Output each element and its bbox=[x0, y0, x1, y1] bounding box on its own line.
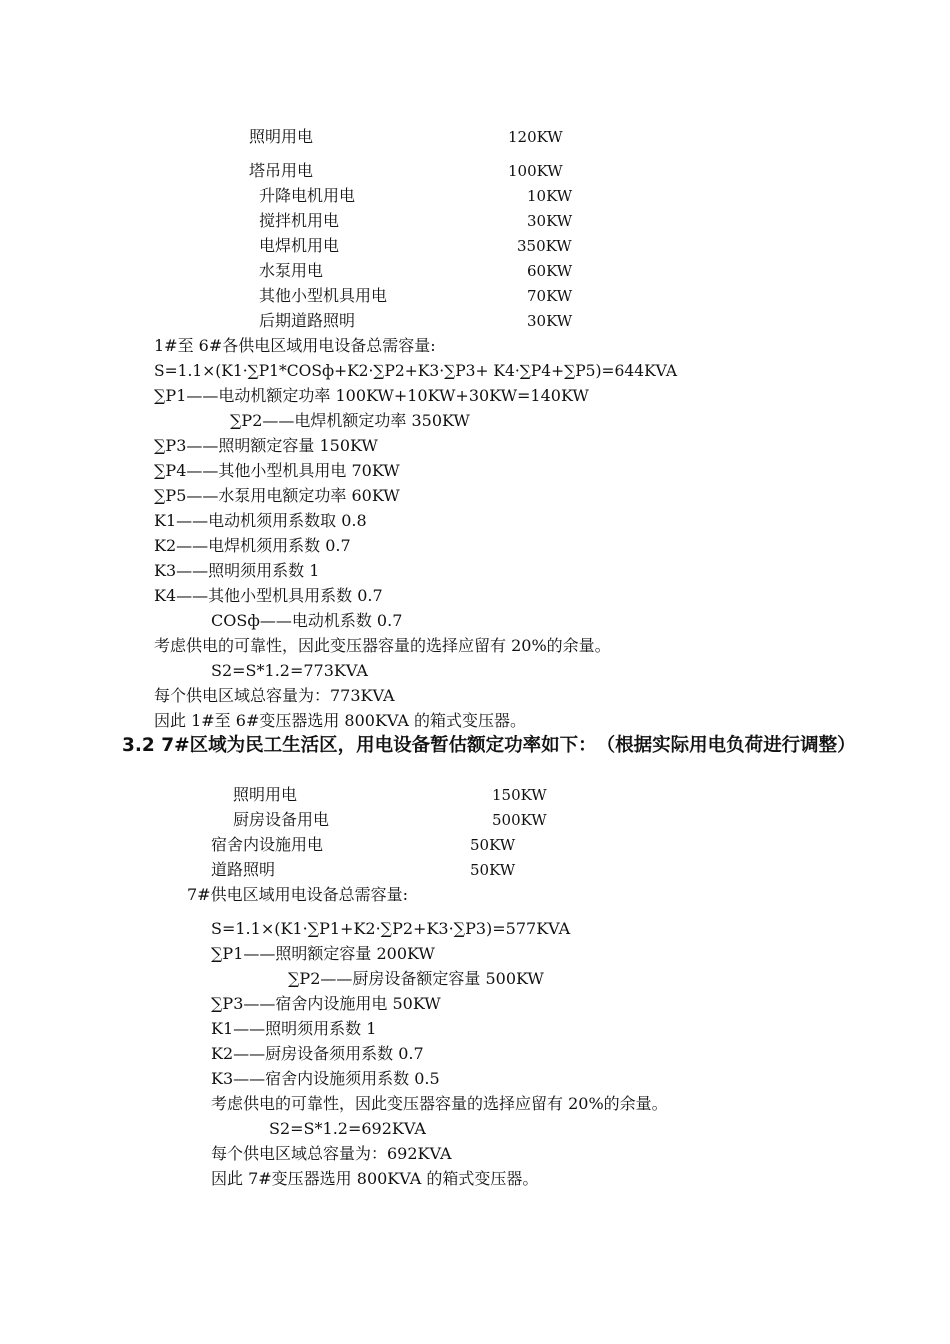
formula-line: ∑P2——电焊机额定功率 350KW bbox=[230, 411, 470, 430]
load-value: 70KW bbox=[527, 287, 573, 305]
coefficient-line: K4——其他小型机具用系数 0.7 bbox=[154, 586, 383, 605]
coefficient-line: K3——宿舍内设施须用系数 0.5 bbox=[211, 1069, 440, 1088]
load-label: 升降电机用电 bbox=[259, 186, 356, 205]
load-label: 搅拌机用电 bbox=[259, 211, 340, 230]
section-title: 7#区域为民工生活区，用电设备暂估额定功率如下： （根据实际用电负荷进行调整） bbox=[161, 735, 856, 756]
coefficient-line: K2——厨房设备须用系数 0.7 bbox=[211, 1044, 424, 1063]
text-line: 因此 7#变压器选用 800KVA 的箱式变压器。 bbox=[211, 1169, 539, 1188]
load-label: 宿舍内设施用电 bbox=[211, 835, 324, 854]
formula-line: ∑P1——电动机额定功率 100KW+10KW+30KW=140KW bbox=[154, 386, 589, 405]
load-label: 后期道路照明 bbox=[259, 311, 356, 330]
coefficient-line: K2——电焊机须用系数 0.7 bbox=[154, 536, 351, 555]
load-label: 照明用电 bbox=[233, 785, 298, 804]
load-value: 500KW bbox=[492, 811, 547, 829]
text-line: 7#供电区域用电设备总需容量: bbox=[187, 885, 408, 904]
text-line: 考虑供电的可靠性，因此变压器容量的选择应留有 20%的余量。 bbox=[211, 1094, 668, 1113]
text-line: 1#至 6#各供电区域用电设备总需容量: bbox=[154, 336, 436, 355]
load-label: 塔吊用电 bbox=[249, 161, 314, 180]
load-value: 350KW bbox=[517, 237, 572, 255]
load-value: 50KW bbox=[470, 836, 516, 854]
load-label: 水泵用电 bbox=[259, 261, 324, 280]
load-label: 道路照明 bbox=[211, 860, 276, 879]
coefficient-line: COSф——电动机系数 0.7 bbox=[211, 611, 403, 630]
formula-line: ∑P2——厨房设备额定容量 500KW bbox=[288, 969, 544, 988]
formula-line: ∑P3——照明额定容量 150KW bbox=[154, 436, 378, 455]
load-value: 60KW bbox=[527, 262, 573, 280]
formula-line: ∑P4——其他小型机具用电 70KW bbox=[154, 461, 400, 480]
load-label: 厨房设备用电 bbox=[233, 810, 330, 829]
load-value: 10KW bbox=[527, 187, 573, 205]
section-number: 3.2 bbox=[122, 735, 155, 756]
formula-line: S=1.1×(K1·∑P1*COSф+K2·∑P2+K3·∑P3+ K4·∑P4+∑P5)=644KVA bbox=[154, 362, 678, 380]
formula-line: ∑P3——宿舍内设施用电 50KW bbox=[211, 994, 441, 1013]
formula-line: ∑P5——水泵用电额定功率 60KW bbox=[154, 486, 400, 505]
coefficient-line: K1——照明须用系数 1 bbox=[211, 1019, 377, 1038]
load-label: 其他小型机具用电 bbox=[259, 286, 388, 305]
formula-line: S2=S*1.2=692KVA bbox=[269, 1119, 426, 1138]
load-value: 150KW bbox=[492, 786, 547, 804]
load-value: 100KW bbox=[508, 162, 563, 180]
coefficient-line: K3——照明须用系数 1 bbox=[154, 561, 320, 580]
formula-line: S2=S*1.2=773KVA bbox=[211, 661, 368, 680]
load-label: 照明用电 bbox=[249, 127, 314, 146]
coefficient-line: K1——电动机须用系数取 0.8 bbox=[154, 511, 367, 530]
load-value: 30KW bbox=[527, 212, 573, 230]
formula-line: S=1.1×(K1·∑P1+K2·∑P2+K3·∑P3)=577KVA bbox=[211, 919, 571, 938]
text-line: 每个供电区域总容量为：773KVA bbox=[154, 686, 395, 705]
text-line: 每个供电区域总容量为：692KVA bbox=[211, 1144, 452, 1163]
text-line: 考虑供电的可靠性，因此变压器容量的选择应留有 20%的余量。 bbox=[154, 636, 611, 655]
section-heading bbox=[116, 733, 876, 758]
load-value: 50KW bbox=[470, 861, 516, 879]
load-value: 120KW bbox=[508, 128, 563, 146]
load-value: 30KW bbox=[527, 312, 573, 330]
text-line: 因此 1#至 6#变压器选用 800KVA 的箱式变压器。 bbox=[154, 711, 527, 730]
formula-line: ∑P1——照明额定容量 200KW bbox=[211, 944, 435, 963]
load-label: 电焊机用电 bbox=[259, 236, 340, 255]
